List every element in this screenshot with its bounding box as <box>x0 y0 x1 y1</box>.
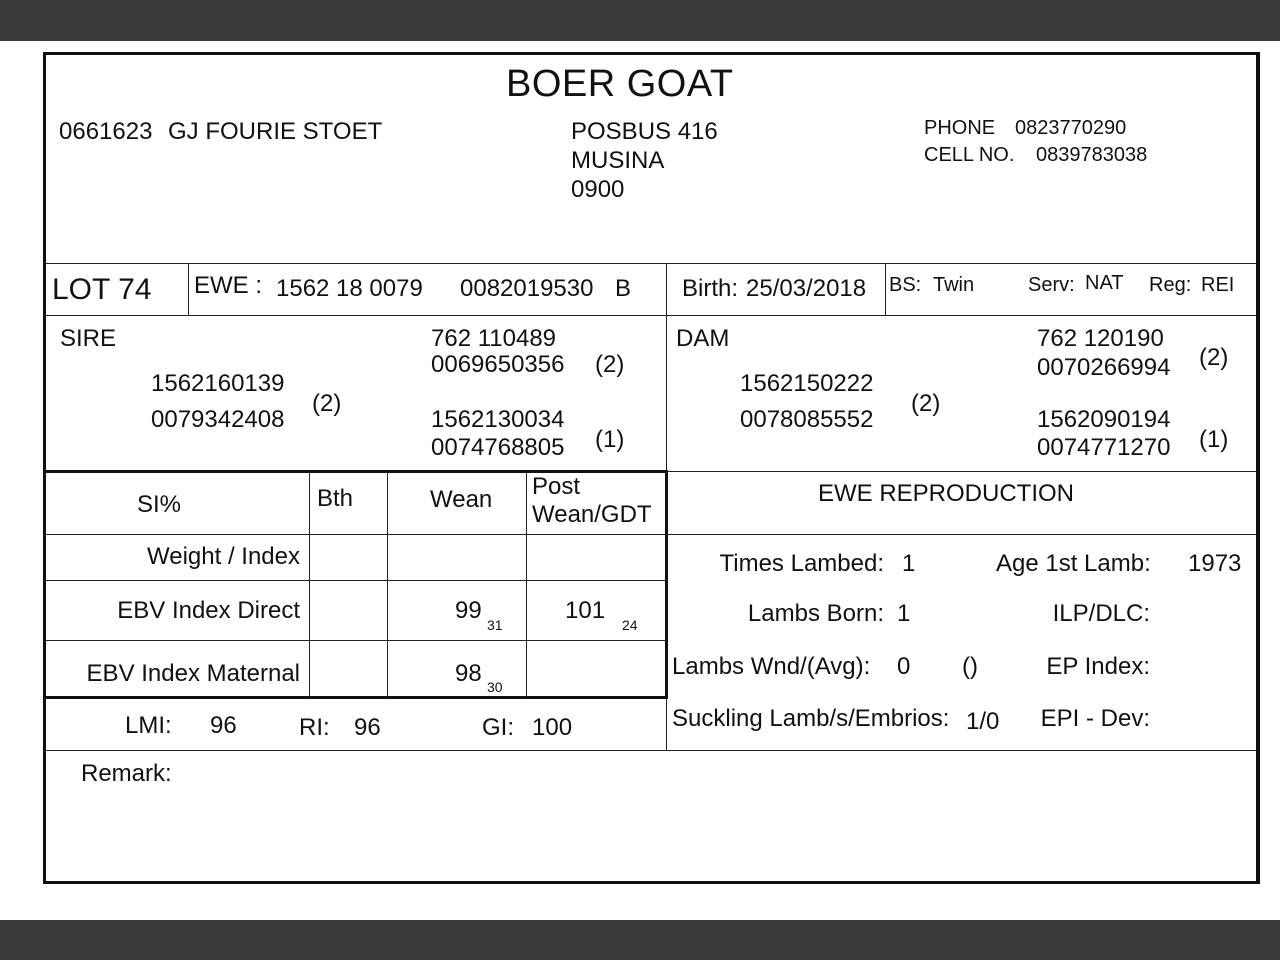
header-bth: Bth <box>317 485 354 512</box>
row-weight-index: Weight / Index <box>147 543 300 570</box>
cell-label: CELL NO. <box>924 144 1015 166</box>
age-first-lamb-label: Age 1st Lamb: <box>996 550 1151 577</box>
dam-id-1: 1562150222 <box>740 370 874 397</box>
divider-weight-row <box>46 580 666 581</box>
serv-label: Serv: <box>1028 274 1075 296</box>
sire-dam-grade: (1) <box>595 426 625 453</box>
gi-value: 100 <box>532 714 573 741</box>
divider-pedigree <box>666 316 667 472</box>
divider-col-wean <box>387 473 388 697</box>
times-lambed-value: 1 <box>902 550 916 577</box>
dam-dam-id-2: 0074771270 <box>1037 434 1171 461</box>
sire-sire-id-1: 762 110489 <box>431 325 557 352</box>
sire-id-1: 1562160139 <box>151 370 285 397</box>
phone-number: 0823770290 <box>1015 117 1127 139</box>
performance-bottom-border <box>46 696 668 699</box>
dam-label: DAM <box>676 325 730 352</box>
birth-date: 25/03/2018 <box>746 275 867 302</box>
maternal-wean-value: 98 <box>455 660 482 687</box>
reg-value: REI <box>1201 274 1235 296</box>
lambs-weaned-avg: () <box>962 653 978 680</box>
direct-post-value: 101 <box>565 597 606 624</box>
dam-dam-grade: (1) <box>1199 426 1229 453</box>
owner-name: GJ FOURIE STOET <box>168 118 383 145</box>
ewe-grade: B <box>615 275 632 302</box>
age-first-lamb-value: 1973 <box>1188 550 1242 577</box>
sire-grade: (2) <box>312 390 342 417</box>
divider-col-bth <box>309 473 310 697</box>
sire-id-2: 0079342408 <box>151 406 285 433</box>
divider-col-post <box>526 473 527 697</box>
times-lambed-label: Times Lambed: <box>719 550 884 577</box>
lambs-born-value: 1 <box>897 600 911 627</box>
divider-indices-right <box>666 699 667 751</box>
header-si-percent: SI% <box>137 491 182 518</box>
cell-number: 0839783038 <box>1036 144 1148 166</box>
ri-label: RI: <box>299 714 330 741</box>
dam-sire-id-2: 0070266994 <box>1037 354 1171 381</box>
bs-label: BS: <box>889 274 922 296</box>
suckling-value: 1/0 <box>966 708 1000 735</box>
remark-label: Remark: <box>81 760 172 787</box>
divider-lot-top <box>46 263 1256 264</box>
reg-label: Reg: <box>1149 274 1192 296</box>
serv-value: NAT <box>1085 272 1124 294</box>
performance-right-border <box>665 470 668 699</box>
bottom-bar <box>0 920 1280 960</box>
divider-lot-1 <box>188 263 189 316</box>
bs-value: Twin <box>933 274 975 296</box>
header-post: Post <box>532 473 581 500</box>
address-line-2: MUSINA <box>571 147 665 174</box>
direct-post-accuracy: 24 <box>622 617 638 633</box>
divider-direct-row <box>46 640 666 641</box>
birth-label: Birth: <box>682 275 739 302</box>
divider-lot-bottom <box>46 315 1256 316</box>
reproduction-header: EWE REPRODUCTION <box>818 480 1075 507</box>
direct-wean-value: 99 <box>455 597 482 624</box>
dam-id-2: 0078085552 <box>740 406 874 433</box>
sire-sire-id-2: 0069650356 <box>431 351 565 378</box>
epi-dev-label: EPI - Dev: <box>1040 705 1150 732</box>
card-title: BOER GOAT <box>506 63 734 105</box>
sire-dam-id-1: 1562130034 <box>431 406 565 433</box>
phone-label: PHONE <box>924 117 996 139</box>
header-wean-gdt: Wean/GDT <box>532 501 652 528</box>
dam-sire-grade: (2) <box>1199 344 1229 371</box>
divider-indices-bottom <box>46 750 1256 751</box>
lambs-weaned-label: Lambs Wnd/(Avg): <box>672 653 871 680</box>
ewe-registration: 0082019530 <box>460 275 594 302</box>
maternal-wean-accuracy: 30 <box>487 679 503 695</box>
ri-value: 96 <box>354 714 381 741</box>
ewe-label: EWE : <box>194 272 263 299</box>
owner-number: 0661623 <box>59 118 153 145</box>
top-bar <box>0 0 1280 41</box>
sire-label: SIRE <box>60 325 117 352</box>
lot-card <box>43 52 1260 884</box>
divider-performance-header <box>46 534 1256 535</box>
dam-dam-id-1: 1562090194 <box>1037 406 1171 433</box>
sire-sire-grade: (2) <box>595 351 625 378</box>
gi-label: GI: <box>482 714 515 741</box>
divider-lot-3 <box>885 263 886 316</box>
suckling-label: Suckling Lamb/s/Embrios: <box>672 705 950 732</box>
header-wean: Wean <box>430 486 493 513</box>
ewe-id: 1562 18 0079 <box>276 275 423 302</box>
direct-wean-accuracy: 31 <box>487 617 503 633</box>
address-line-1: POSBUS 416 <box>571 118 718 145</box>
lmi-label: LMI: <box>125 712 172 739</box>
dam-sire-id-1: 762 120190 <box>1037 325 1164 352</box>
ep-index-label: EP Index: <box>1046 653 1150 680</box>
lot-number: LOT 74 <box>52 273 152 306</box>
sire-dam-id-2: 0074768805 <box>431 434 565 461</box>
divider-reproduction-top <box>668 471 1256 472</box>
row-ebv-maternal: EBV Index Maternal <box>86 660 300 687</box>
ilp-dlc-label: ILP/DLC: <box>1052 600 1150 627</box>
row-ebv-direct: EBV Index Direct <box>117 597 300 624</box>
divider-lot-2 <box>666 263 667 316</box>
address-line-3: 0900 <box>571 176 625 203</box>
lmi-value: 96 <box>210 712 237 739</box>
lambs-weaned-value: 0 <box>897 653 911 680</box>
dam-grade: (2) <box>911 390 941 417</box>
lambs-born-label: Lambs Born: <box>747 600 884 627</box>
